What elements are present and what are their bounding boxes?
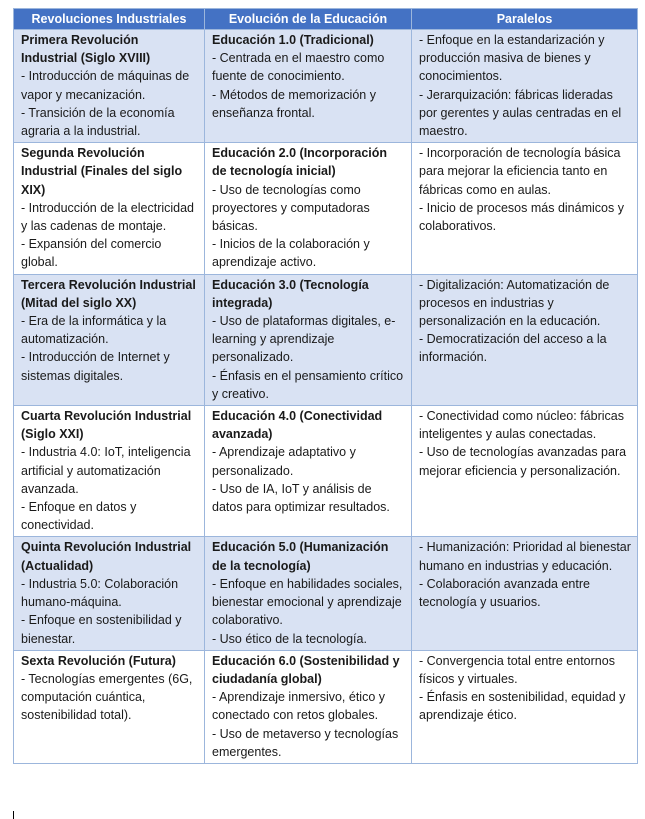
parallels-cell — [412, 650, 638, 763]
revolution-item: - Industria 5.0: Colaboración humano-máquina. — [21, 576, 179, 610]
document-page — [13, 8, 637, 764]
revolution-cell — [14, 650, 205, 763]
revolution-item: - Era de la informática y la automatización. — [21, 314, 167, 347]
table-row — [14, 650, 638, 763]
header-row — [14, 9, 638, 30]
table-row — [14, 30, 638, 143]
revolution-item: - Tecnologías emergentes (6G, computación cuántica, sostenibilidad total). — [21, 671, 193, 723]
education-cell — [205, 537, 412, 650]
education-item: - Métodos de memorización y enseñanza frontal. — [212, 87, 376, 120]
parallels-cell — [412, 537, 638, 650]
table-row — [14, 274, 638, 405]
education-title: Educación 5.0 (Humanización de la tecnología) — [212, 540, 389, 573]
table-body — [14, 30, 638, 764]
table-row — [14, 406, 638, 537]
education-cell — [205, 143, 412, 274]
revolution-title: Primera Revolución Industrial (Siglo XVIII) — [21, 33, 151, 66]
education-item: - Enfoque en habilidades sociales, bienestar emocional y aprendizaje colaborativo. — [212, 576, 403, 628]
revolution-item: - Industria 4.0: IoT, inteligencia artificial y automatización avanzada. — [21, 445, 191, 496]
education-title: Educación 2.0 (Incorporación de tecnología inicial) — [212, 146, 388, 179]
revolution-title: Tercera Revolución Industrial (Mitad del siglo XX) — [21, 277, 196, 310]
parallels-item: - Digitalización: Automatización de procesos en industrias y personalización en la educación. — [419, 277, 610, 329]
education-item: - Aprendizaje inmersivo, ético y conectado con retos globales. — [212, 690, 385, 723]
parallels-item: - Jerarquización: fábricas lideradas por gerentes y aulas centradas en el maestro. — [419, 87, 622, 139]
revolution-item: - Expansión del comercio global. — [21, 237, 162, 270]
education-item: - Inicios de la colaboración y aprendizaje activo. — [212, 237, 370, 270]
education-item: - Centrada en el maestro como fuente de conocimiento. — [212, 51, 385, 84]
parallels-cell — [412, 143, 638, 274]
revolution-item: - Enfoque en sostenibilidad y bienestar. — [21, 613, 182, 646]
parallels-item: - Uso de tecnologías avanzadas para mejorar eficiencia y personalización. — [419, 445, 627, 478]
parallels-item: - Humanización: Prioridad al bienestar humano en industrias y educación. — [419, 540, 631, 573]
education-title: Educación 4.0 (Conectividad avanzada) — [212, 409, 383, 442]
revolution-cell — [14, 406, 205, 537]
revolution-cell — [14, 143, 205, 274]
education-cell — [205, 406, 412, 537]
education-item: - Uso de plataformas digitales, e-learning y aprendizaje personalizado. — [212, 314, 396, 365]
education-title: Educación 1.0 (Tradicional) — [212, 33, 374, 47]
revolution-title: Sexta Revolución (Futura) — [21, 653, 176, 668]
header-parallels: Paralelos — [412, 9, 638, 30]
comparison-table — [13, 8, 638, 764]
revolution-title: Quinta Revolución Industrial (Actualidad) — [21, 540, 192, 573]
revolution-cell — [14, 537, 205, 650]
revolution-item: - Introducción de máquinas de vapor y mecanización. — [21, 69, 190, 102]
revolution-item: - Introducción de la electricidad y las cadenas de montaje. — [21, 200, 195, 234]
parallels-cell — [412, 274, 638, 405]
revolution-item: - Introducción de Internet y sistemas digitales. — [21, 350, 170, 383]
revolution-item: - Transición de la economía agraria a la industrial. — [21, 105, 175, 139]
education-item: - Uso de metaverso y tecnologías emergentes. — [212, 726, 399, 759]
parallels-item: - Colaboración avanzada entre tecnología y usuarios. — [419, 576, 590, 610]
table-row — [14, 537, 638, 650]
education-title: Educación 6.0 (Sostenibilidad y ciudadanía global) — [212, 653, 400, 686]
education-cell — [205, 30, 412, 143]
education-item: - Uso ético de la tecnología. — [212, 631, 367, 646]
revolution-item: - Enfoque en datos y conectividad. — [21, 500, 137, 533]
education-title: Educación 3.0 (Tecnología integrada) — [212, 277, 369, 310]
parallels-cell — [412, 30, 638, 143]
education-item: - Uso de IA, IoT y análisis de datos para optimizar resultados. — [212, 481, 390, 515]
education-item: - Énfasis en el pensamiento crítico y creativo. — [212, 368, 404, 401]
revolution-title: Segunda Revolución Industrial (Finales del siglo XIX) — [21, 146, 183, 197]
revolution-cell — [14, 30, 205, 143]
parallels-cell — [412, 406, 638, 537]
education-item: - Uso de tecnologías como proyectores y computadoras básicas. — [212, 182, 370, 234]
revolution-title: Cuarta Revolución Industrial (Siglo XXI) — [21, 409, 192, 442]
revolution-cell — [14, 274, 205, 405]
parallels-item: - Conectividad como núcleo: fábricas inteligentes y aulas conectadas. — [419, 409, 624, 442]
parallels-item: - Énfasis en sostenibilidad, equidad y aprendizaje ético. — [419, 690, 626, 723]
education-cell — [205, 274, 412, 405]
parallels-item: - Democratización del acceso a la información. — [419, 332, 607, 365]
education-item: - Aprendizaje adaptativo y personalizado. — [212, 445, 356, 478]
education-cell — [205, 650, 412, 763]
header-revolutions: Revoluciones Industriales — [14, 9, 205, 30]
parallels-item: - Enfoque en la estandarización y producción masiva de bienes y conocimientos. — [419, 33, 605, 84]
parallels-item: - Incorporación de tecnología básica para mejorar la eficiencia tanto en fábricas como en aulas. — [419, 146, 621, 197]
parallels-item: - Inicio de procesos más dinámicos y colaborativos. — [419, 200, 624, 234]
parallels-item: - Convergencia total entre entornos físicos y virtuales. — [419, 653, 615, 686]
table-row — [14, 143, 638, 274]
header-education: Evolución de la Educación — [205, 9, 412, 30]
